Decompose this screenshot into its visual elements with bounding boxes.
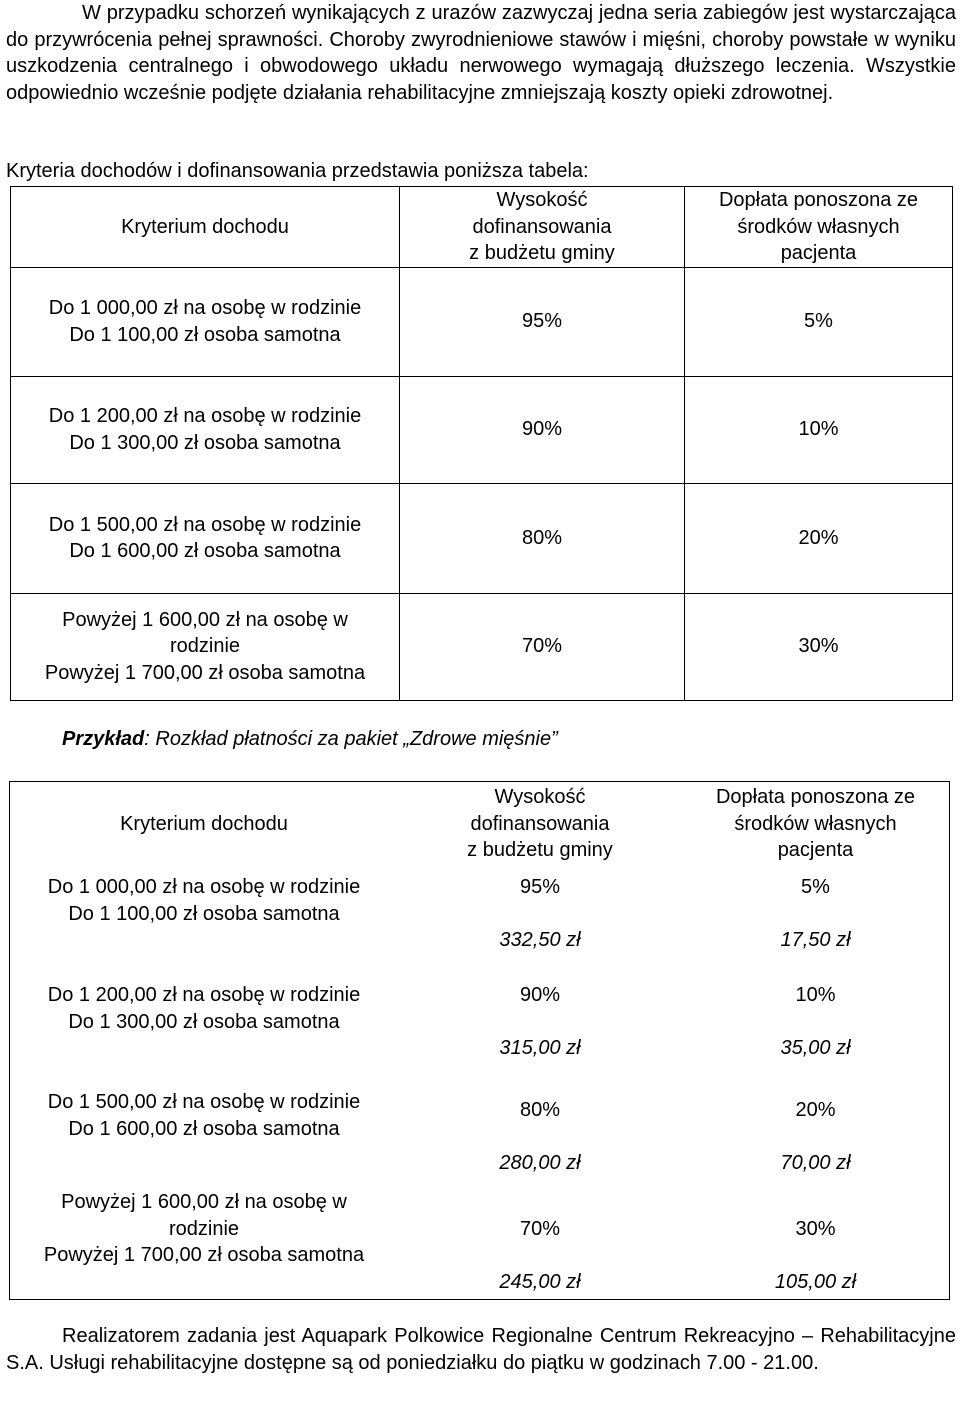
funding-amount: 315,00 zł <box>499 1036 581 1059</box>
table-row <box>10 1081 949 1189</box>
header-funding: Wysokość dofinansowania z budżetu gminy <box>467 786 613 862</box>
header-funding: Wysokość dofinansowania z budżetu gminy <box>400 187 685 268</box>
table-row <box>10 974 949 1081</box>
income-cell: Do 1 500,00 zł na osobę w rodzinie Do 1 600,00 zł osoba samotna <box>11 483 400 593</box>
funding-cell: 95% 332,50 zł <box>499 876 581 951</box>
example-label: Przykład <box>62 728 145 750</box>
criteria-lead-text: Kryteria dochodów i dofinansowania przedstawia poniższa tabela: <box>6 160 589 182</box>
example-caption <box>62 725 558 753</box>
copay-cell: 5% <box>685 267 953 376</box>
header-income-criterion: Kryterium dochodu <box>120 812 288 835</box>
table-row <box>11 593 953 700</box>
funding-cell: 70% 245,00 zł <box>499 1218 581 1293</box>
outro-paragraph: Realizatorem zadania jest Aquapark Polkowice Regionalne Centrum Rekreacyjno – Rehabilitacyjne S.A. Usługi rehabilitacyjne dostępne są od poniedziałku do piątku w godzinach 7.00 - 21.00. <box>6 1325 956 1374</box>
copay-cell: 30% <box>685 593 953 700</box>
copay-cell: 20% 70,00 zł <box>780 1099 851 1174</box>
intro-paragraph: W przypadku schorzeń wynikających z urazów zazwyczaj jedna seria zabiegów jest wystarczająca do przywrócenia pełnej sprawności. Choroby zwyrodnieniowe stawów i mięśni, choroby powstałe w wyniku uszkodzenia centralnego i obwodowego układu nerwowego wymagają dłuższego leczenia. Wszystkie odpowiednio wcześnie podjęte działania rehabilitacyjne zmniejszają koszty opieki zdrowotnej. <box>6 2 956 104</box>
funding-cell: 70% <box>400 593 685 700</box>
header-copay: Dopłata ponoszona ze środków własnych pacjenta <box>715 786 916 862</box>
criteria-table <box>10 186 953 701</box>
table-row <box>11 483 953 593</box>
income-cell: Do 1 500,00 zł na osobę w rodzinie Do 1 600,00 zł osoba samotna <box>47 1091 361 1140</box>
example-payment-table <box>10 782 949 1299</box>
table-row <box>11 376 953 483</box>
copay-amount: 105,00 zł <box>774 1270 857 1293</box>
table-header-row <box>11 187 953 268</box>
table-row <box>11 267 953 376</box>
copay-cell: 5% 17,50 zł <box>780 876 851 951</box>
income-cell: Do 1 200,00 zł na osobę w rodzinie Do 1 300,00 zł osoba samotna <box>11 376 400 483</box>
header-income-criterion: Kryterium dochodu <box>11 187 400 268</box>
funding-cell: 90% 315,00 zł <box>499 984 581 1059</box>
income-cell: Do 1 000,00 zł na osobę w rodzinie Do 1 100,00 zł osoba samotna <box>47 876 361 925</box>
funding-amount: 280,00 zł <box>499 1151 581 1174</box>
table-header-row <box>10 782 949 866</box>
income-cell: Do 1 200,00 zł na osobę w rodzinie Do 1 300,00 zł osoba samotna <box>47 984 361 1033</box>
copay-amount: 35,00 zł <box>780 1036 851 1059</box>
copay-amount: 70,00 zł <box>780 1151 851 1174</box>
income-cell: Do 1 000,00 zł na osobę w rodzinie Do 1 100,00 zł osoba samotna <box>11 267 400 376</box>
example-text: : Rozkład płatności za pakiet „Zdrowe mięśnie” <box>144 728 558 750</box>
copay-cell: 30% 105,00 zł <box>774 1218 857 1293</box>
copay-cell: 10% <box>685 376 953 483</box>
table-row <box>10 1189 949 1299</box>
table-row <box>10 866 949 974</box>
funding-cell: 80% <box>400 483 685 593</box>
funding-cell: 90% <box>400 376 685 483</box>
funding-cell: 80% 280,00 zł <box>499 1099 581 1174</box>
funding-amount: 332,50 zł <box>499 928 581 951</box>
header-copay: Dopłata ponoszona ze środków własnych pacjenta <box>685 187 953 268</box>
copay-cell: 20% <box>685 483 953 593</box>
funding-cell: 95% <box>400 267 685 376</box>
funding-amount: 245,00 zł <box>499 1270 581 1293</box>
income-cell: Powyżej 1 600,00 zł na osobę w rodzinie Powyżej 1 700,00 zł osoba samotna <box>43 1191 365 1266</box>
income-cell: Powyżej 1 600,00 zł na osobę w rodzinie Powyżej 1 700,00 zł osoba samotna <box>11 593 400 700</box>
copay-cell: 10% 35,00 zł <box>780 984 851 1059</box>
copay-amount: 17,50 zł <box>780 928 851 951</box>
